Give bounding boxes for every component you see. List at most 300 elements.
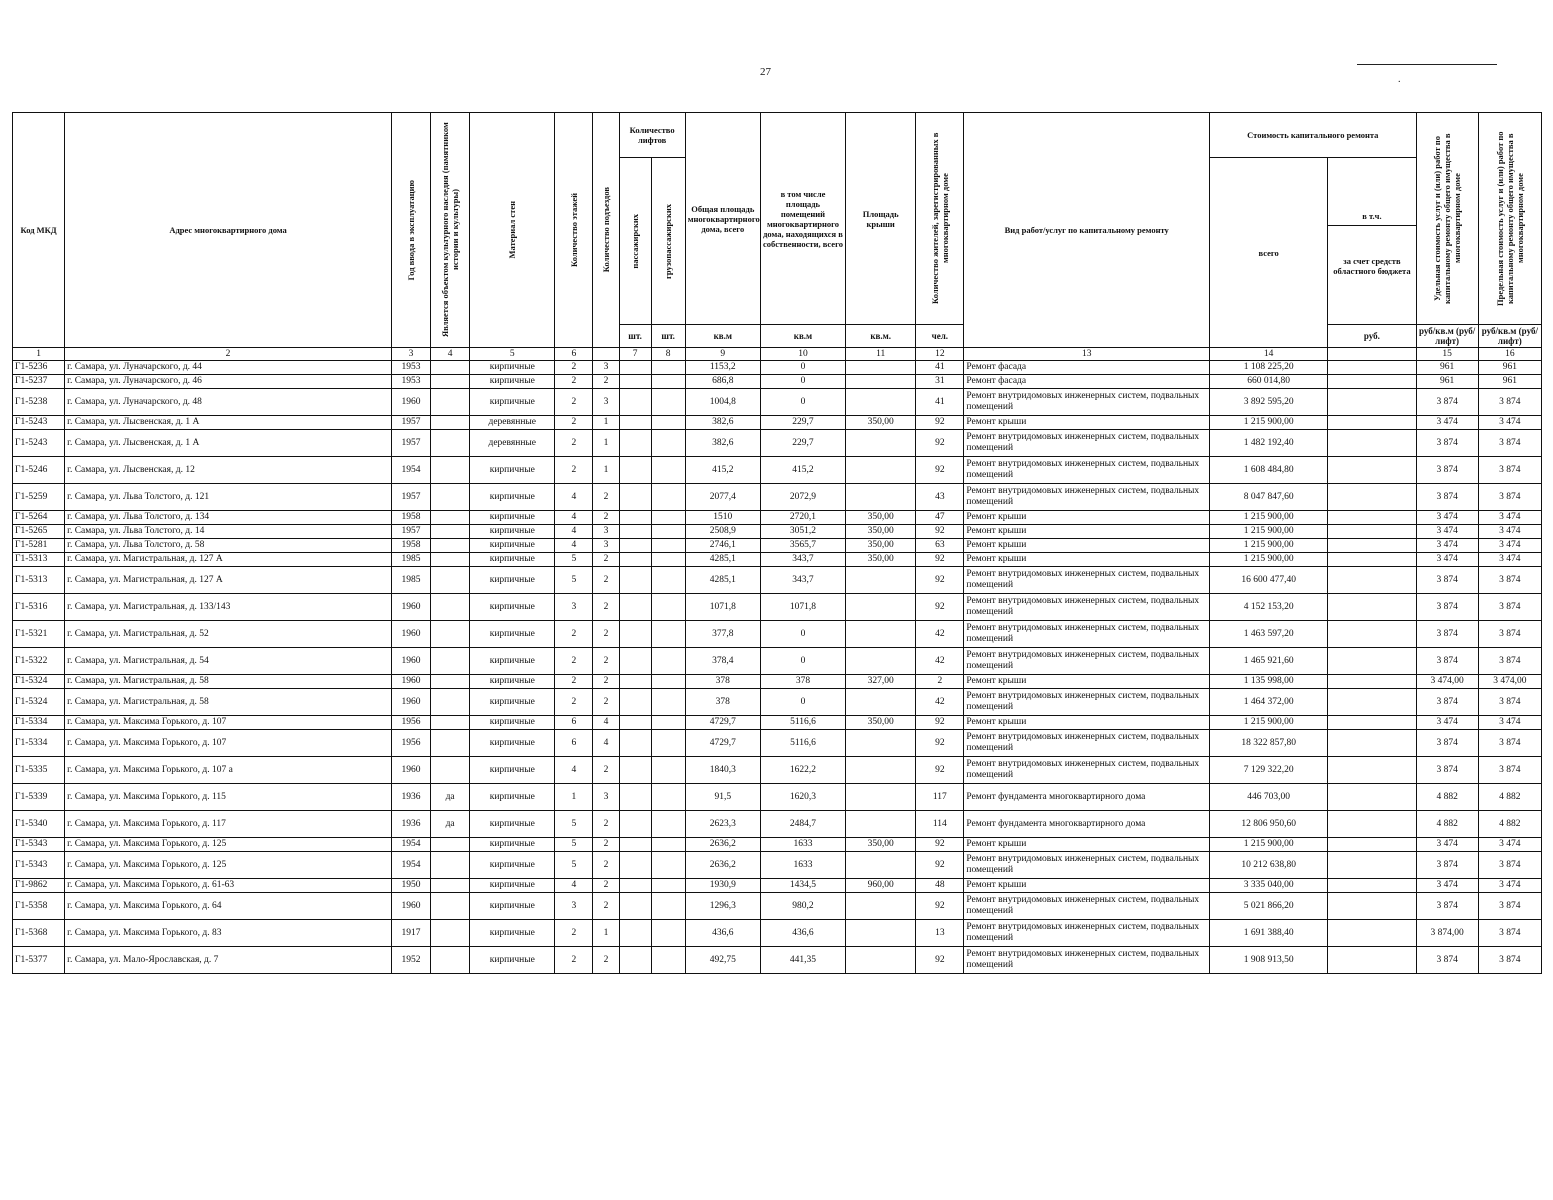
cell-work-type: Ремонт внутридомовых инженерных систем, подвальных помещений <box>964 621 1210 648</box>
cell-roof-area: 350,00 <box>846 838 916 852</box>
header-wall-material: Материал стен <box>507 201 518 259</box>
cell-max-cost: 3 874 <box>1478 893 1541 920</box>
table-row <box>13 621 1542 648</box>
cell-cost-regional <box>1328 689 1416 716</box>
cell-work-type: Ремонт внутридомовых инженерных систем, подвальных помещений <box>964 947 1210 974</box>
cell-total-area: 1153,2 <box>685 361 760 375</box>
cell-unit-cost: 3 474,00 <box>1416 675 1478 689</box>
cell-total-area: 415,2 <box>685 457 760 484</box>
cell-wall-material: кирпичные <box>470 539 555 553</box>
table-row <box>13 484 1542 511</box>
header-lifts-cargo: грузопассажирских <box>663 203 674 279</box>
cell-lifts-passenger <box>619 594 651 621</box>
cell-work-type: Ремонт внутридомовых инженерных систем, подвальных помещений <box>964 594 1210 621</box>
cell-residents: 48 <box>916 879 964 893</box>
table-row <box>13 553 1542 567</box>
cell-total-area: 91,5 <box>685 784 760 811</box>
cell-address: г. Самара, ул. Луначарского, д. 46 <box>65 375 392 389</box>
cell-work-type: Ремонт крыши <box>964 511 1210 525</box>
cell-roof-area <box>846 947 916 974</box>
cell-wall-material: кирпичные <box>470 920 555 947</box>
cell-entrances: 2 <box>593 893 619 920</box>
header-year: Год ввода в эксплуатацию <box>406 179 417 281</box>
cell-roof-area <box>846 784 916 811</box>
cell-unit-cost: 3 874 <box>1416 648 1478 675</box>
cell-heritage <box>431 648 470 675</box>
cell-total-area: 1930,9 <box>685 879 760 893</box>
cell-code: Г1-5237 <box>13 375 65 389</box>
cell-floors: 2 <box>555 375 593 389</box>
cell-cost-total: 1 691 388,40 <box>1210 920 1328 947</box>
cell-year: 1954 <box>391 838 430 852</box>
table-row <box>13 594 1542 621</box>
cell-unit-cost: 3 474 <box>1416 716 1478 730</box>
cell-unit-cost: 4 882 <box>1416 811 1478 838</box>
cell-residents: 42 <box>916 621 964 648</box>
cell-unit-cost: 3 474 <box>1416 553 1478 567</box>
table-row <box>13 675 1542 689</box>
cell-work-type: Ремонт внутридомовых инженерных систем, подвальных помещений <box>964 689 1210 716</box>
cell-lifts-cargo <box>651 621 685 648</box>
cell-roof-area: 350,00 <box>846 716 916 730</box>
cell-wall-material: деревянные <box>470 416 555 430</box>
cell-year: 1958 <box>391 539 430 553</box>
cell-max-cost: 3 474 <box>1478 539 1541 553</box>
unit-total-area: кв.м <box>685 325 760 348</box>
cell-address: г. Самара, ул. Максима Горького, д. 107 <box>65 730 392 757</box>
cell-unit-cost: 3 874 <box>1416 389 1478 416</box>
cell-unit-cost: 3 874 <box>1416 457 1478 484</box>
cell-entrances: 2 <box>593 648 619 675</box>
cell-unit-cost: 3 874 <box>1416 947 1478 974</box>
cell-residents: 92 <box>916 553 964 567</box>
cell-max-cost: 961 <box>1478 361 1541 375</box>
cell-entrances: 2 <box>593 852 619 879</box>
cell-address: г. Самара, ул. Лысвенская, д. 1 А <box>65 416 392 430</box>
cell-max-cost: 3 874 <box>1478 852 1541 879</box>
cell-total-area: 686,8 <box>685 375 760 389</box>
cell-total-area: 1004,8 <box>685 389 760 416</box>
cell-code: Г1-5334 <box>13 730 65 757</box>
header-total-area: Общая площадь многоквартирного дома, всего <box>685 113 760 325</box>
cell-max-cost: 4 882 <box>1478 811 1541 838</box>
header-cost-group: Стоимость капитального ремонта <box>1210 113 1417 158</box>
cell-heritage <box>431 416 470 430</box>
cell-unit-cost: 3 474 <box>1416 838 1478 852</box>
header-address: Адрес многоквартирного дома <box>65 113 392 348</box>
cell-lifts-passenger <box>619 879 651 893</box>
cell-entrances: 2 <box>593 621 619 648</box>
cell-owned-area: 0 <box>760 689 845 716</box>
cell-lifts-passenger <box>619 648 651 675</box>
cell-lifts-passenger <box>619 838 651 852</box>
cell-owned-area: 2484,7 <box>760 811 845 838</box>
cell-total-area: 1071,8 <box>685 594 760 621</box>
cell-roof-area <box>846 893 916 920</box>
cell-entrances: 2 <box>593 947 619 974</box>
cell-wall-material: кирпичные <box>470 375 555 389</box>
cell-lifts-passenger <box>619 511 651 525</box>
cell-max-cost: 3 874 <box>1478 457 1541 484</box>
cell-cost-total: 1 482 192,40 <box>1210 430 1328 457</box>
header-code: Код МКД <box>13 113 65 348</box>
cell-year: 1960 <box>391 757 430 784</box>
cell-owned-area: 343,7 <box>760 567 845 594</box>
cell-lifts-cargo <box>651 730 685 757</box>
cell-owned-area: 0 <box>760 621 845 648</box>
cell-wall-material: кирпичные <box>470 457 555 484</box>
cell-floors: 4 <box>555 757 593 784</box>
cell-residents: 42 <box>916 689 964 716</box>
table-row <box>13 838 1542 852</box>
cell-roof-area <box>846 648 916 675</box>
cell-address: г. Самара, ул. Льва Толстого, д. 14 <box>65 525 392 539</box>
cell-residents: 117 <box>916 784 964 811</box>
cell-floors: 4 <box>555 879 593 893</box>
cell-max-cost: 3 874 <box>1478 920 1541 947</box>
cell-cost-total: 7 129 322,20 <box>1210 757 1328 784</box>
cell-code: Г1-9862 <box>13 879 65 893</box>
cell-cost-total: 1 464 372,00 <box>1210 689 1328 716</box>
cell-unit-cost: 961 <box>1416 375 1478 389</box>
cell-roof-area <box>846 430 916 457</box>
cell-cost-total: 1 463 597,20 <box>1210 621 1328 648</box>
cell-owned-area: 1633 <box>760 852 845 879</box>
cell-cost-regional <box>1328 757 1416 784</box>
cell-cost-total: 16 600 477,40 <box>1210 567 1328 594</box>
cell-cost-total: 12 806 950,60 <box>1210 811 1328 838</box>
cell-code: Г1-5238 <box>13 389 65 416</box>
cell-year: 1985 <box>391 567 430 594</box>
cell-roof-area: 350,00 <box>846 539 916 553</box>
cell-total-area: 2636,2 <box>685 852 760 879</box>
column-number <box>593 348 619 361</box>
cell-cost-total: 8 047 847,60 <box>1210 484 1328 511</box>
cell-wall-material: кирпичные <box>470 757 555 784</box>
cell-lifts-cargo <box>651 539 685 553</box>
table-row <box>13 361 1542 375</box>
table-row <box>13 757 1542 784</box>
cell-code: Г1-5265 <box>13 525 65 539</box>
cell-code: Г1-5368 <box>13 920 65 947</box>
cell-year: 1957 <box>391 430 430 457</box>
cell-roof-area: 350,00 <box>846 511 916 525</box>
cell-cost-total: 1 908 913,50 <box>1210 947 1328 974</box>
cell-year: 1936 <box>391 784 430 811</box>
header-max-cost: Предельная стоимость услуг и (или) работ по капитальному ремонту общего имущества в многоквартирном доме <box>1494 131 1525 306</box>
cell-year: 1936 <box>391 811 430 838</box>
cell-cost-regional <box>1328 716 1416 730</box>
cell-roof-area <box>846 389 916 416</box>
register-table <box>12 112 1542 974</box>
cell-owned-area: 2072,9 <box>760 484 845 511</box>
cell-owned-area: 0 <box>760 389 845 416</box>
cell-work-type: Ремонт внутридомовых инженерных систем, подвальных помещений <box>964 430 1210 457</box>
cell-residents: 92 <box>916 893 964 920</box>
cell-address: г. Самара, ул. Магистральная, д. 127 А <box>65 553 392 567</box>
cell-max-cost: 3 874 <box>1478 689 1541 716</box>
table-row <box>13 389 1542 416</box>
table-row <box>13 784 1542 811</box>
cell-entrances: 2 <box>593 757 619 784</box>
cell-cost-regional <box>1328 811 1416 838</box>
cell-cost-regional <box>1328 511 1416 525</box>
cell-year: 1956 <box>391 730 430 757</box>
cell-unit-cost: 3 874 <box>1416 484 1478 511</box>
cell-entrances: 2 <box>593 675 619 689</box>
cell-code: Г1-5321 <box>13 621 65 648</box>
cell-entrances: 2 <box>593 484 619 511</box>
cell-lifts-cargo <box>651 375 685 389</box>
cell-max-cost: 3 874 <box>1478 567 1541 594</box>
cell-unit-cost: 3 874 <box>1416 430 1478 457</box>
cell-residents: 2 <box>916 675 964 689</box>
cell-entrances: 3 <box>593 784 619 811</box>
cell-max-cost: 3 474 <box>1478 553 1541 567</box>
cell-residents: 92 <box>916 757 964 784</box>
cell-residents: 92 <box>916 730 964 757</box>
cell-lifts-cargo <box>651 484 685 511</box>
cell-roof-area <box>846 757 916 784</box>
cell-work-type: Ремонт внутридомовых инженерных систем, подвальных помещений <box>964 648 1210 675</box>
cell-floors: 2 <box>555 430 593 457</box>
cell-lifts-passenger <box>619 757 651 784</box>
cell-unit-cost: 3 874 <box>1416 594 1478 621</box>
cell-owned-area: 0 <box>760 375 845 389</box>
unit-max-cost: руб/кв.м (руб/лифт) <box>1478 325 1541 348</box>
cell-cost-total: 660 014,80 <box>1210 375 1328 389</box>
cell-heritage <box>431 852 470 879</box>
cell-address: г. Самара, ул. Луначарского, д. 44 <box>65 361 392 375</box>
cell-entrances: 2 <box>593 553 619 567</box>
cell-lifts-passenger <box>619 689 651 716</box>
cell-owned-area: 343,7 <box>760 553 845 567</box>
cell-residents: 92 <box>916 716 964 730</box>
cell-floors: 2 <box>555 689 593 716</box>
cell-year: 1960 <box>391 389 430 416</box>
cell-year: 1958 <box>391 511 430 525</box>
cell-code: Г1-5343 <box>13 838 65 852</box>
cell-work-type: Ремонт фасада <box>964 375 1210 389</box>
cell-lifts-passenger <box>619 430 651 457</box>
cell-lifts-passenger <box>619 539 651 553</box>
cell-code: Г1-5377 <box>13 947 65 974</box>
cell-heritage <box>431 730 470 757</box>
top-rule <box>1357 64 1497 65</box>
cell-total-area: 492,75 <box>685 947 760 974</box>
cell-owned-area: 5116,6 <box>760 730 845 757</box>
cell-unit-cost: 3 874 <box>1416 757 1478 784</box>
cell-wall-material: кирпичные <box>470 689 555 716</box>
cell-lifts-cargo <box>651 784 685 811</box>
cell-cost-regional <box>1328 594 1416 621</box>
header-work-type: Вид работ/услуг по капитальному ремонту <box>964 113 1210 348</box>
cell-floors: 4 <box>555 525 593 539</box>
cell-lifts-cargo <box>651 811 685 838</box>
column-number: 15 <box>1416 348 1478 361</box>
cell-lifts-cargo <box>651 947 685 974</box>
cell-code: Г1-5246 <box>13 457 65 484</box>
cell-code: Г1-5264 <box>13 511 65 525</box>
cell-roof-area: 350,00 <box>846 525 916 539</box>
cell-year: 1917 <box>391 920 430 947</box>
cell-wall-material: кирпичные <box>470 621 555 648</box>
cell-owned-area: 378 <box>760 675 845 689</box>
cell-roof-area <box>846 730 916 757</box>
cell-cost-regional <box>1328 375 1416 389</box>
cell-cost-regional <box>1328 553 1416 567</box>
cell-cost-total: 4 152 153,20 <box>1210 594 1328 621</box>
cell-owned-area: 441,35 <box>760 947 845 974</box>
cell-owned-area: 415,2 <box>760 457 845 484</box>
cell-year: 1960 <box>391 621 430 648</box>
header-entrances: Количество подъездов <box>601 187 611 273</box>
cell-heritage: да <box>431 811 470 838</box>
cell-heritage <box>431 920 470 947</box>
cell-address: г. Самара, ул. Лысвенская, д. 12 <box>65 457 392 484</box>
cell-lifts-passenger <box>619 361 651 375</box>
cell-lifts-cargo <box>651 920 685 947</box>
cell-address: г. Самара, ул. Магистральная, д. 52 <box>65 621 392 648</box>
cell-cost-total: 1 108 225,20 <box>1210 361 1328 375</box>
cell-cost-total: 1 215 900,00 <box>1210 838 1328 852</box>
cell-cost-regional <box>1328 361 1416 375</box>
cell-address: г. Самара, ул. Льва Толстого, д. 134 <box>65 511 392 525</box>
column-number: 3 <box>391 348 430 361</box>
cell-lifts-cargo <box>651 879 685 893</box>
cell-lifts-passenger <box>619 852 651 879</box>
cell-entrances: 3 <box>593 389 619 416</box>
cell-cost-total: 5 021 866,20 <box>1210 893 1328 920</box>
cell-cost-regional <box>1328 947 1416 974</box>
cell-lifts-passenger <box>619 784 651 811</box>
cell-code: Г1-5322 <box>13 648 65 675</box>
table-row <box>13 879 1542 893</box>
cell-owned-area: 1434,5 <box>760 879 845 893</box>
table-row <box>13 416 1542 430</box>
cell-work-type: Ремонт внутридомовых инженерных систем, подвальных помещений <box>964 457 1210 484</box>
column-number: 8 <box>651 348 685 361</box>
cell-owned-area: 3051,2 <box>760 525 845 539</box>
cell-owned-area: 980,2 <box>760 893 845 920</box>
cell-heritage <box>431 484 470 511</box>
cell-code: Г1-5313 <box>13 567 65 594</box>
cell-roof-area: 327,00 <box>846 675 916 689</box>
cell-wall-material: кирпичные <box>470 594 555 621</box>
cell-wall-material: кирпичные <box>470 361 555 375</box>
column-number: 10 <box>760 348 845 361</box>
cell-cost-regional <box>1328 416 1416 430</box>
cell-floors: 5 <box>555 553 593 567</box>
header-cost-regional <box>1328 158 1416 325</box>
cell-year: 1985 <box>391 553 430 567</box>
table-row <box>13 539 1542 553</box>
cell-work-type: Ремонт крыши <box>964 539 1210 553</box>
cell-year: 1960 <box>391 594 430 621</box>
cell-lifts-cargo <box>651 525 685 539</box>
cell-cost-total: 446 703,00 <box>1210 784 1328 811</box>
cell-entrances: 2 <box>593 594 619 621</box>
unit-residents: чел. <box>916 325 964 348</box>
cell-lifts-passenger <box>619 811 651 838</box>
cell-address: г. Самара, ул. Мало-Ярославская, д. 7 <box>65 947 392 974</box>
cell-entrances: 4 <box>593 716 619 730</box>
cell-unit-cost: 3 874 <box>1416 621 1478 648</box>
cell-entrances: 2 <box>593 567 619 594</box>
cell-total-area: 2636,2 <box>685 838 760 852</box>
cell-wall-material: кирпичные <box>470 675 555 689</box>
cell-roof-area: 350,00 <box>846 416 916 430</box>
cell-cost-total: 1 215 900,00 <box>1210 525 1328 539</box>
column-number: 13 <box>964 348 1210 361</box>
cell-entrances: 2 <box>593 838 619 852</box>
table-row <box>13 525 1542 539</box>
cell-floors: 2 <box>555 648 593 675</box>
cell-work-type: Ремонт внутридомовых инженерных систем, подвальных помещений <box>964 389 1210 416</box>
cell-floors: 3 <box>555 893 593 920</box>
cell-unit-cost: 4 882 <box>1416 784 1478 811</box>
cell-lifts-passenger <box>619 484 651 511</box>
cell-work-type: Ремонт фасада <box>964 361 1210 375</box>
cell-work-type: Ремонт внутридомовых инженерных систем, подвальных помещений <box>964 730 1210 757</box>
cell-cost-total: 10 212 638,80 <box>1210 852 1328 879</box>
cell-wall-material: кирпичные <box>470 525 555 539</box>
cell-max-cost: 3 874 <box>1478 389 1541 416</box>
cell-cost-regional <box>1328 525 1416 539</box>
cell-lifts-cargo <box>651 648 685 675</box>
cell-cost-regional <box>1328 648 1416 675</box>
cell-lifts-cargo <box>651 838 685 852</box>
cell-lifts-cargo <box>651 457 685 484</box>
cell-lifts-cargo <box>651 416 685 430</box>
table-row <box>13 430 1542 457</box>
cell-owned-area: 229,7 <box>760 416 845 430</box>
cell-lifts-cargo <box>651 852 685 879</box>
cell-cost-regional <box>1328 539 1416 553</box>
cell-address: г. Самара, ул. Максима Горького, д. 125 <box>65 852 392 879</box>
cell-wall-material: кирпичные <box>470 567 555 594</box>
cell-address: г. Самара, ул. Луначарского, д. 48 <box>65 389 392 416</box>
cell-residents: 92 <box>916 457 964 484</box>
cell-entrances: 3 <box>593 525 619 539</box>
cell-cost-regional <box>1328 920 1416 947</box>
column-number: 11 <box>846 348 916 361</box>
cell-total-area: 2508,9 <box>685 525 760 539</box>
table-row <box>13 893 1542 920</box>
cell-total-area: 378 <box>685 675 760 689</box>
cell-residents: 43 <box>916 484 964 511</box>
cell-year: 1957 <box>391 416 430 430</box>
cell-lifts-passenger <box>619 893 651 920</box>
cell-year: 1950 <box>391 879 430 893</box>
cell-lifts-cargo <box>651 430 685 457</box>
cell-address: г. Самара, ул. Лысвенская, д. 1 А <box>65 430 392 457</box>
table-row <box>13 689 1542 716</box>
cell-lifts-cargo <box>651 594 685 621</box>
cell-heritage <box>431 893 470 920</box>
cell-cost-regional <box>1328 484 1416 511</box>
cell-floors: 3 <box>555 594 593 621</box>
cell-lifts-cargo <box>651 567 685 594</box>
cell-lifts-passenger <box>619 567 651 594</box>
cell-heritage <box>431 567 470 594</box>
column-number: 5 <box>470 348 555 361</box>
unit-cost-regional: руб. <box>1328 325 1416 348</box>
cell-total-area: 1510 <box>685 511 760 525</box>
cell-year: 1954 <box>391 457 430 484</box>
cell-heritage <box>431 511 470 525</box>
cell-entrances: 2 <box>593 879 619 893</box>
